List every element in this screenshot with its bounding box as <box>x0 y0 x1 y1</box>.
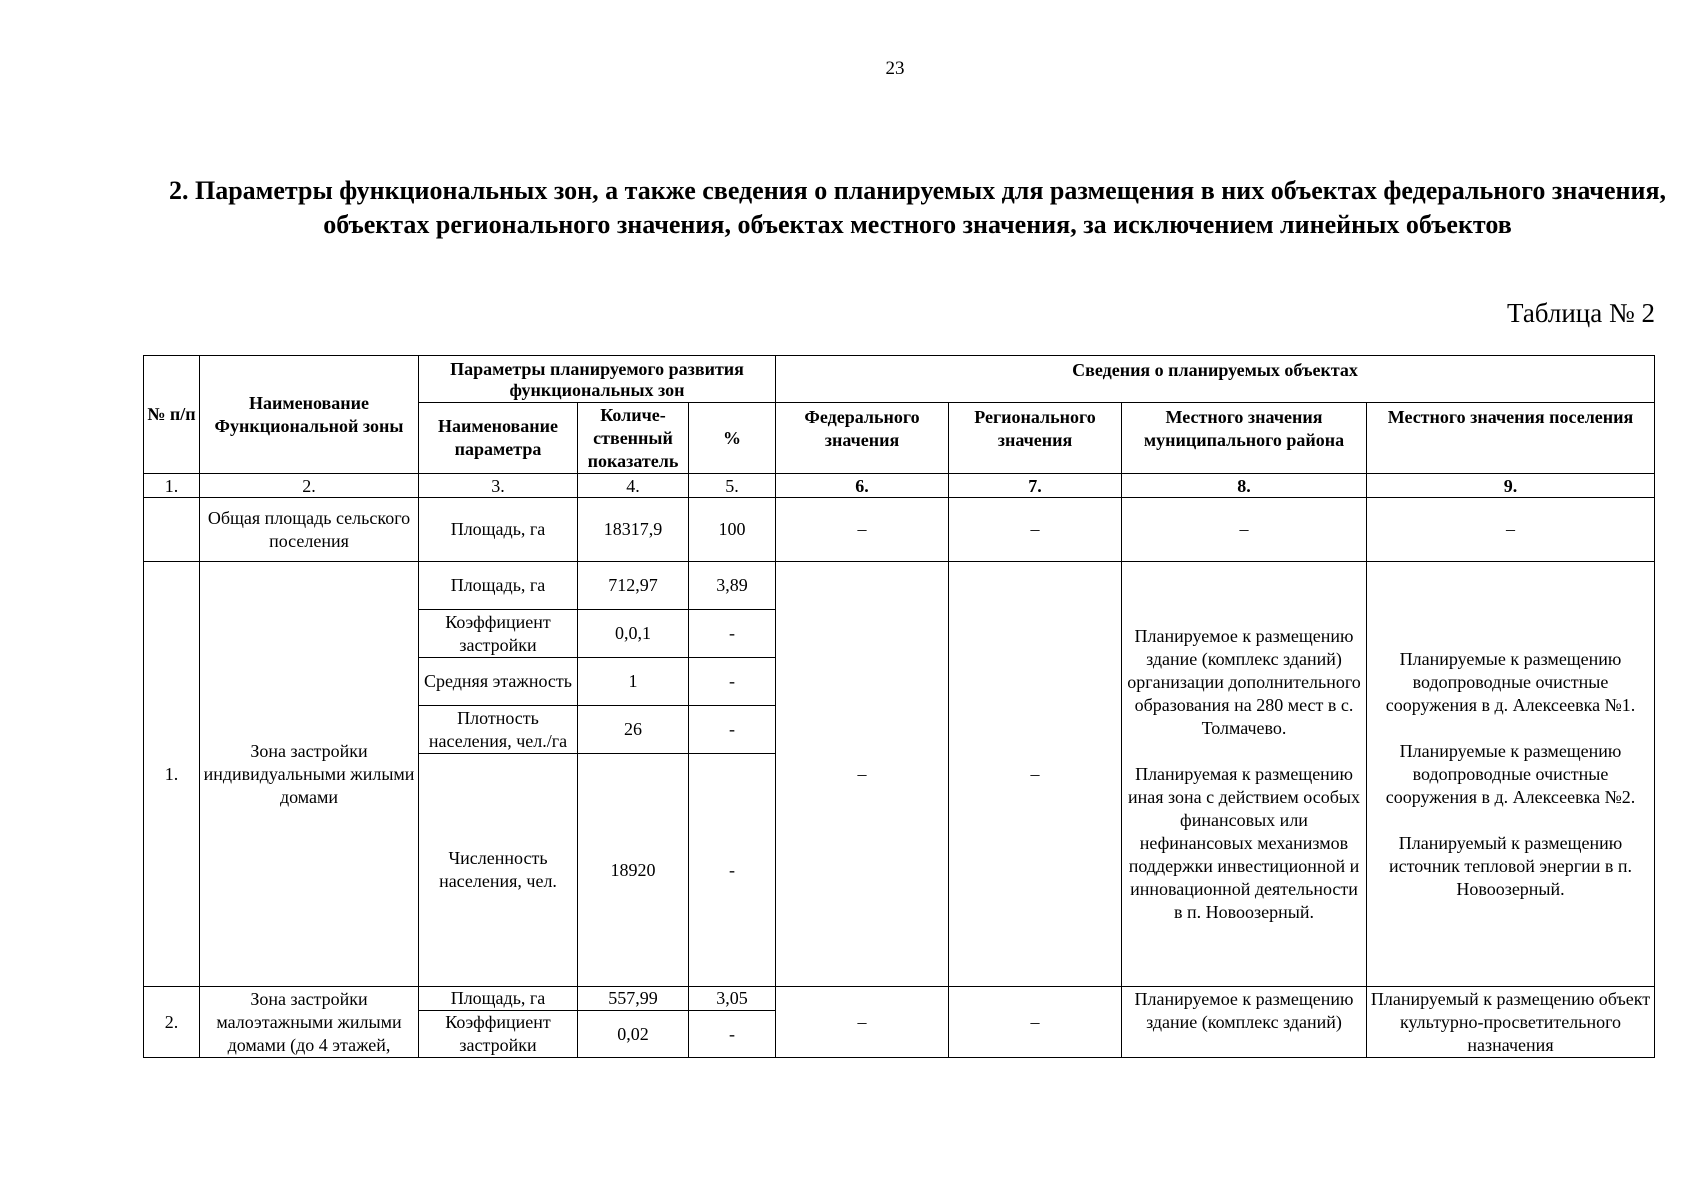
total-federal: – <box>776 498 949 562</box>
zone1-param-name: Плотность населения, чел./га <box>419 706 578 754</box>
zone2-municipal-text: Планируемое к размещению здание (комплекс зданий) <box>1134 988 1354 1032</box>
zone2-param-percent: - <box>689 1011 776 1058</box>
zone2-settlement-text: Планируемый к размещению объект культурно-просветительного назначения <box>1370 988 1651 1055</box>
total-row <box>144 498 1655 562</box>
zone2-param-value: 557,99 <box>578 987 689 1011</box>
zone1-param-percent: - <box>689 658 776 706</box>
settlement-object-item: Планируемые к размещению водопроводные очистные сооружения в д. Алексеевка №2. <box>1385 740 1636 807</box>
total-percent: 100 <box>689 498 776 562</box>
zone2-name-text: Зона застройки малоэтажными жилыми домами (до 4 этажей, <box>216 988 402 1055</box>
zone1-param-percent: 3,89 <box>689 562 776 610</box>
total-settlement: – <box>1367 498 1655 562</box>
zone1-regional: – <box>949 562 1122 987</box>
settlement-object-item: Планируемый к размещению источник тепловой энергии в п. Новоозерный. <box>1389 832 1632 899</box>
zone1-param-value: 0,0,1 <box>578 610 689 658</box>
zone1-param-value: 1 <box>578 658 689 706</box>
zone1-param-value: 18920 <box>578 754 689 987</box>
total-regional: – <box>949 498 1122 562</box>
col-number: 3. <box>419 474 578 498</box>
document-title: 2. Параметры функциональных зон, а также сведения о планируемых для размещения в них объектах федерального значения, объектах регионального значения, объектах местного значения, за исключением линейных объектов <box>168 176 1667 239</box>
zone2-param-name: Площадь, га <box>419 987 578 1011</box>
page-number: 23 <box>885 58 905 79</box>
col-number: 6. <box>776 474 949 498</box>
total-municipal-district: – <box>1122 498 1367 562</box>
zone1-row <box>144 562 1655 610</box>
zone2-municipal-district <box>1122 987 1367 1058</box>
header-objects-group: Сведения о планируемых объектах <box>776 356 1655 403</box>
table-label: Таблица № 2 <box>1507 298 1655 328</box>
zone1-param-percent: - <box>689 754 776 987</box>
zone2-name <box>200 987 419 1058</box>
col-number: 7. <box>949 474 1122 498</box>
zone1-federal: – <box>776 562 949 987</box>
col-number: 2. <box>200 474 419 498</box>
zone1-param-value: 26 <box>578 706 689 754</box>
total-zone-name: Общая площадь сельского поселения <box>200 498 419 562</box>
zone1-no: 1. <box>144 562 200 987</box>
header-zone-name: Наименование Функциональной зоны <box>200 356 419 474</box>
zone1-param-name: Площадь, га <box>419 562 578 610</box>
functional-zones-table <box>143 355 1655 1058</box>
header-no: № п/п <box>144 356 200 474</box>
col-number: 9. <box>1367 474 1655 498</box>
zone2-param-percent: 3,05 <box>689 987 776 1011</box>
header-row-1 <box>144 356 1655 403</box>
header-percent: % <box>689 403 776 474</box>
zone1-param-value: 712,97 <box>578 562 689 610</box>
zone2-no: 2. <box>144 987 200 1058</box>
col-number: 5. <box>689 474 776 498</box>
total-param: Площадь, га <box>419 498 578 562</box>
header-federal: Федерального значения <box>776 403 949 474</box>
municipal-object-item: Планируемое к размещению здание (комплекс зданий) организации дополнительного образования на 280 мест в с. Толмачево. <box>1127 625 1361 738</box>
header-param-name: Наименование параметра <box>419 403 578 474</box>
col-number: 4. <box>578 474 689 498</box>
zone2-param-value: 0,02 <box>578 1011 689 1058</box>
zone2-row <box>144 987 1655 1011</box>
zone2-settlement <box>1367 987 1655 1058</box>
header-municipal-district: Местного значения муниципального района <box>1122 403 1367 474</box>
zone1-name: Зона застройки индивидуальными жилыми домами <box>200 562 419 987</box>
municipal-object-item: Планируемая к размещению иная зона с действием особых финансовых или нефинансовых механизмов поддержки инвестиционной и инновационной деятельности в п. Новоозерный. <box>1128 763 1360 922</box>
zone2-regional: – <box>949 987 1122 1058</box>
zone2-federal: – <box>776 987 949 1058</box>
zone2-param-name: Коэффициент застройки <box>419 1011 578 1058</box>
column-number-row <box>144 474 1655 498</box>
zone1-param-name: Коэффициент застройки <box>419 610 578 658</box>
zone1-param-percent: - <box>689 706 776 754</box>
zone1-municipal-district <box>1122 562 1367 987</box>
header-settlement: Местного значения поселения <box>1367 403 1655 474</box>
zone1-param-percent: - <box>689 610 776 658</box>
zone1-settlement <box>1367 562 1655 987</box>
zone1-param-name: Средняя этажность <box>419 658 578 706</box>
header-quantity: Количе-ственный показатель <box>578 403 689 474</box>
col-number: 1. <box>144 474 200 498</box>
total-no <box>144 498 200 562</box>
col-number: 8. <box>1122 474 1367 498</box>
header-params-group: Параметры планируемого развития функциональных зон <box>419 356 776 403</box>
total-value: 18317,9 <box>578 498 689 562</box>
header-regional: Регионального значения <box>949 403 1122 474</box>
settlement-object-item: Планируемые к размещению водопроводные очистные сооружения в д. Алексеевка №1. <box>1385 648 1636 715</box>
zone1-param-name: Численность населения, чел. <box>419 754 578 987</box>
